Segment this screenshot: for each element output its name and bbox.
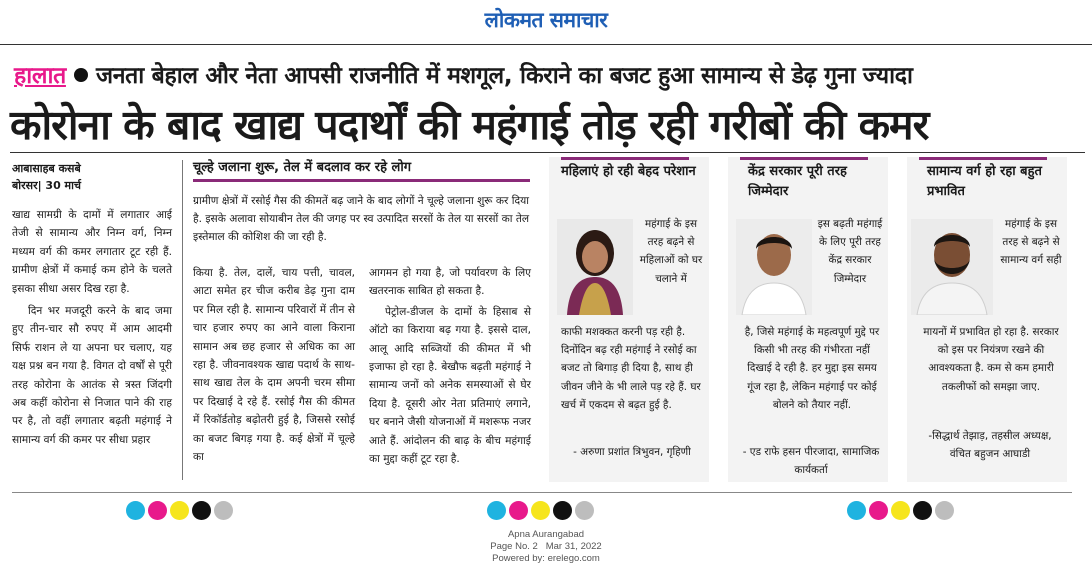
- bullet-icon: [74, 68, 88, 82]
- column-2-paragraph: किया है. तेल, दालें, चाय पत्ती, चावल, आटा समेत हर चीज करीब डेढ़ गुना दाम पर मिल रही है. सामान्य परिवारों में तीन से चार हजार रुपए का आने वाला किराना सामान अब छह हजार से अधिक का आ रहा है. जीवनावश्यक खाद्य पदार्थ के साथ-साथ खाद्य तेल के दाम अपनी चरम सीमा पर दिखाई दे रहे हैं. रसोई गैस की कीमत में रिकॉर्डतोड़ बढ़ोतरी हुई है, जिससे रसोई का बजट बिगड़ गया है. कई क्षेत्रों में चूल्हे का: [193, 267, 355, 464]
- article-column-1: [12, 206, 172, 449]
- man-portrait-icon: [736, 219, 812, 315]
- woman-portrait-icon: [557, 219, 633, 315]
- registration-dot: [847, 501, 866, 520]
- headline-rule: [10, 152, 1085, 153]
- column-divider: [182, 160, 183, 480]
- registration-marks: [126, 501, 236, 524]
- sidebar-body: मायनों में प्रभावित हो रहा है. सरकार को इस पर नियंत्रण रखने की आवश्यकता है. कम से कम हमारी तकलीफों को समझा जाए.: [923, 326, 1059, 393]
- kicker-tag: हालात: [14, 63, 66, 89]
- sidebar-signature: -सिद्धार्थ तेझाड़, तहसील अध्यक्ष, वंचित बहुजन आघाडी: [928, 430, 1052, 460]
- registration-dot: [891, 501, 910, 520]
- registration-dot: [869, 501, 888, 520]
- subhead-bar: [193, 179, 530, 182]
- registration-dot: [531, 501, 550, 520]
- column-1-paragraph: खाद्य सामग्री के दामों में लगातार आई तेजी से सामान्य और निम्न वर्ग, निम्न मध्यम वर्ग की कमर लगातार टूट रही हैं. ग्रामीण क्षेत्रों में कमाई कम होने के चलते इसका सीधा असर दिख रहा है.: [12, 209, 172, 295]
- footer-page-date: Page No. 2 Mar 31, 2022: [490, 541, 602, 552]
- registration-marks: [847, 501, 957, 524]
- headline: कोरोना के बाद खाद्य पदार्थों की महंगाई तोड़ रही गरीबों की कमर: [10, 101, 929, 149]
- registration-dot: [487, 501, 506, 520]
- masthead-title: लोकमत समाचार: [484, 7, 608, 32]
- registration-dot: [913, 501, 932, 520]
- sidebar-title: केंद्र सरकार पूरी तरह जिम्मेदार: [748, 164, 847, 199]
- sidebar-title: सामान्य वर्ग हो रहा बहुत प्रभावित: [927, 164, 1042, 199]
- article-column-2: [193, 264, 355, 466]
- sidebar-body: है, जिसे महंगाई के महत्वपूर्ण मुद्दे पर किसी भी तरह की गंभीरता नहीं दिखाई दे रही है. हर मुद्दा इस समय गूंज रहा है, लेकिन महंगाई पर कोई बोलने को तैयार नहीं.: [744, 326, 880, 411]
- column-3-paragraph: आगमन हो गया है, जो पर्यावरण के लिए खतरनाक साबित हो सकता है.: [369, 267, 531, 298]
- kicker-text: जनता बेहाल और नेता आपसी राजनीति में मशगूल, किराने का बजट हुआ सामान्य से डेढ़ गुना ज्यादा: [95, 63, 913, 89]
- sidebar-wrap-text: महंगाई के इस तरह बढ़ने से महिलाओं को घर चलाने में: [639, 218, 703, 285]
- registration-dot: [553, 501, 572, 520]
- person-photo: [911, 219, 993, 315]
- page-footer: [0, 529, 1092, 565]
- registration-dot: [575, 501, 594, 520]
- byline-dateline: बोरसर| 30 मार्च: [12, 179, 81, 192]
- sidebar-body: काफी मशक्कत करनी पड़ रही है. दिनोंदिन बढ़ रही महंगाई ने रसोई का बजट तो बिगाड़ ही दिया है, साथ ही जीवन जीने के भी लाले पड़ रहे हैं. घर खर्च में एकदम से बढ़त हुई है.: [561, 326, 701, 411]
- person-photo: [736, 219, 812, 315]
- sidebar-wrap-text: इस बढ़ती महंगाई के लिए पूरी तरह केंद्र सरकार जिम्मेदार: [817, 218, 883, 285]
- registration-dot: [935, 501, 954, 520]
- newspaper-masthead: [0, 6, 1092, 34]
- registration-dot: [192, 501, 211, 520]
- sidebar-box-1: [549, 157, 709, 482]
- registration-dot: [214, 501, 233, 520]
- person-photo: [557, 219, 633, 315]
- byline: [12, 160, 81, 194]
- registration-dot: [126, 501, 145, 520]
- sidebar-signature: - एड राफे हसन पीरजादा, सामाजिक कार्यकर्ता: [742, 446, 880, 476]
- registration-dot: [170, 501, 189, 520]
- man-portrait-icon: [911, 219, 993, 315]
- subhead-intro: ग्रामीण क्षेत्रों में रसोई गैस की कीमतें बढ़ जाने के बाद लोगों ने चूल्हे जलाना शुरू कर दिया है. इसके अलावा सोयाबीन तेल की जगह पर स्व उत्पादित सरसों के तेल या सरसों का तेल इस्तेमाल की कोशिश की जा रही है.: [193, 195, 530, 244]
- article-column-3: [369, 264, 531, 468]
- kicker-line: [14, 58, 1084, 90]
- masthead-rule: [0, 44, 1092, 45]
- sidebar-signature: - अरुणा प्रशांत त्रिभुवन, गृहिणी: [573, 446, 691, 458]
- sidebar-box-3: [907, 157, 1067, 482]
- page-bottom-rule: [12, 492, 1072, 493]
- subhead-box: [193, 160, 530, 247]
- sidebar-box-2: [728, 157, 888, 482]
- registration-dot: [148, 501, 167, 520]
- footer-powered-by[interactable]: Powered by: erelego.com: [492, 553, 600, 564]
- sidebar-wrap-text: महंगाई के इस तरह से बढ़ने से सामान्य वर्ग सही: [1000, 218, 1062, 267]
- column-3-paragraph: पेट्रोल-डीजल के दामों के हिसाब से ऑटो का किराया बढ़ गया है. इससे दाल, आलू आदि सब्जियों की कीमत में भी इजाफा हो रहा है. बेखौफ बढ़ती महंगाई ने सामान्य जनों को अनेक समस्याओं से घेर दिया है. दूसरी ओर नेता प्रतिमाएं लगाने, घर बनाने जैसी योजनाओं में मशरूफ नजर आते हैं. आंदोलन की बाढ़ के बीच महंगाई का मुद्दा कहीं टूट रहा है.: [369, 305, 531, 466]
- subhead: चूल्हे जलाना शुरू, तेल में बदलाव कर रहे लोग: [193, 160, 412, 175]
- column-1-paragraph: दिन भर मजदूरी करने के बाद जमा हुए तीन-चार सौ रुपए में आम आदमी सिर्फ राशन ले या अपना घर चलाए, यह यक्ष प्रश्न बन गया है. विगत दो वर्षों से पूरी तरह कोरोना के आतंक से त्रस्त जिंदगी अब कहीं कोरोना से निजात पाने की राह पर है, तो वहीं लगातार बढ़ती महंगाई ने सामान्य वर्ग की कमर पर सीधा प्रहार: [12, 305, 172, 446]
- footer-edition: Apna Aurangabad: [507, 529, 585, 540]
- sidebar-title: महिलाएं हो रही बेहद परेशान: [561, 164, 696, 179]
- byline-author: आबासाहब कसबे: [12, 162, 81, 175]
- registration-dot: [509, 501, 528, 520]
- registration-marks: [487, 501, 597, 524]
